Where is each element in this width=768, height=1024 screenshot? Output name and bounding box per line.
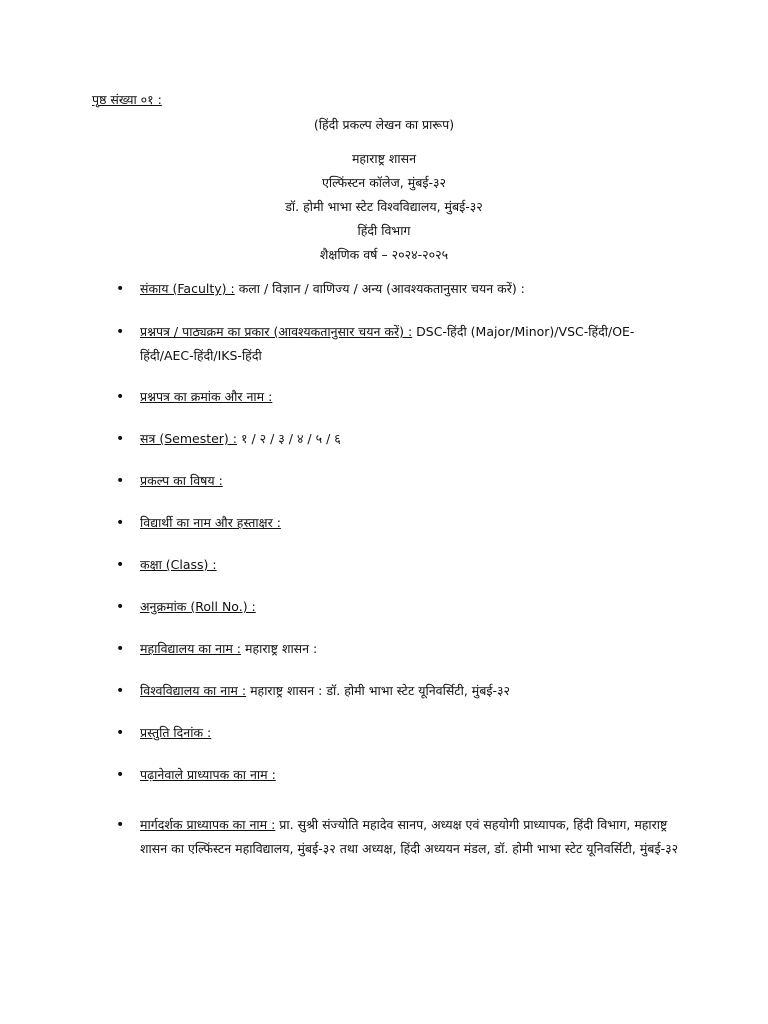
institution-line-1: महाराष्ट्र शासन (351, 151, 417, 166)
field-student-name-label: विद्यार्थी का नाम और हस्ताक्षर : (140, 515, 281, 530)
bullet-icon: • (116, 389, 125, 405)
field-paper-type-value: DSC-हिंदी (Major/Minor)/VSC-हिंदी/OE-हिंदी/AEC-हिंदी/IKS-हिंदी (140, 324, 635, 363)
field-paper-type-label: प्रश्नपत्र / पाठ्यक्रम का प्रकार (आवश्यकतानुसार चयन करें) : (140, 324, 413, 339)
field-class-label: कक्षा (Class) : (140, 557, 217, 572)
field-university-name (116, 679, 680, 703)
field-paper-number-name-label: प्रश्नपत्र का क्रमांक और नाम : (140, 389, 273, 404)
bullet-icon: • (116, 515, 125, 531)
bullet-icon: • (116, 324, 125, 340)
field-submission-date-label: प्रस्तुति दिनांक : (140, 725, 212, 740)
field-student-name (116, 511, 680, 535)
field-semester (116, 427, 680, 451)
bullet-icon: • (116, 641, 125, 657)
field-roll-no-label: अनुक्रमांक (Roll No.) : (140, 599, 256, 614)
field-faculty-value: कला / विज्ञान / वाणिज्य / अन्य (आवश्यकतानुसार चयन करें) : (234, 281, 525, 296)
bullet-icon: • (116, 281, 125, 297)
field-college-name-label: महाविद्यालय का नाम : (140, 641, 241, 656)
field-project-subject-label: प्रकल्प का विषय : (140, 473, 223, 488)
field-paper-type (116, 320, 680, 368)
page-number: पृष्ठ संख्या ०१ : (92, 92, 162, 107)
field-guide-name-label: मार्गदर्शक प्राध्यापक का नाम : (140, 817, 276, 832)
field-submission-date (116, 721, 680, 745)
field-class (116, 553, 680, 577)
field-teacher-name (116, 763, 680, 787)
department-line: हिंदी विभाग (357, 223, 411, 238)
bullet-icon: • (116, 599, 125, 615)
bullet-icon: • (116, 557, 125, 573)
field-faculty-label: संकाय (Faculty) : (140, 281, 235, 296)
academic-year-line: शैक्षणिक वर्ष – २०२४-२०२५ (319, 247, 449, 262)
bullet-icon: • (116, 683, 125, 699)
bullet-icon: • (116, 767, 125, 783)
bullet-icon: • (116, 473, 125, 489)
field-paper-number-name (116, 385, 680, 409)
bullet-icon: • (116, 725, 125, 741)
field-semester-label: सत्र (Semester) : (140, 431, 237, 446)
field-faculty (116, 277, 680, 301)
university-line: डॉ. होमी भाभा स्टेट विश्वविद्यालय, मुंबई-३२ (285, 199, 483, 214)
field-project-subject (116, 469, 680, 493)
bullet-icon: • (116, 431, 125, 447)
bullet-icon: • (116, 817, 125, 833)
format-title: (हिंदी प्रकल्प लेखन का प्रारूप) (313, 117, 455, 132)
field-guide-name-value: प्रा. सुश्री संज्योति महादेव सानप, अध्यक्ष एवं सहयोगी प्राध्यापक, हिंदी विभाग, महाराष्ट्र शासन का एल्फिंस्टन महाविद्यालय, मुंबई-३२ तथा अध्यक्ष, हिंदी अध्ययन मंडल, डॉ. होमी भाभा स्टेट यूनिवर्सिटी, मुंबई-३२ (140, 817, 679, 856)
institution-line-2: एल्फिंस्टन कॉलेज, मुंबई-३२ (321, 175, 447, 190)
field-college-name-value: महाराष्ट्र शासन : (241, 641, 318, 656)
field-college-name (116, 637, 680, 661)
field-semester-value: १ / २ / ३ / ४ / ५ / ६ (237, 431, 341, 446)
field-university-name-value: महाराष्ट्र शासन : डॉ. होमी भाभा स्टेट यूनिवर्सिटी, मुंबई-३२ (246, 683, 511, 698)
field-roll-no (116, 595, 680, 619)
field-guide-name (116, 813, 680, 861)
field-teacher-name-label: पढ़ानेवाले प्राध्यापक का नाम : (140, 767, 276, 782)
field-university-name-label: विश्वविद्यालय का नाम : (140, 683, 247, 698)
